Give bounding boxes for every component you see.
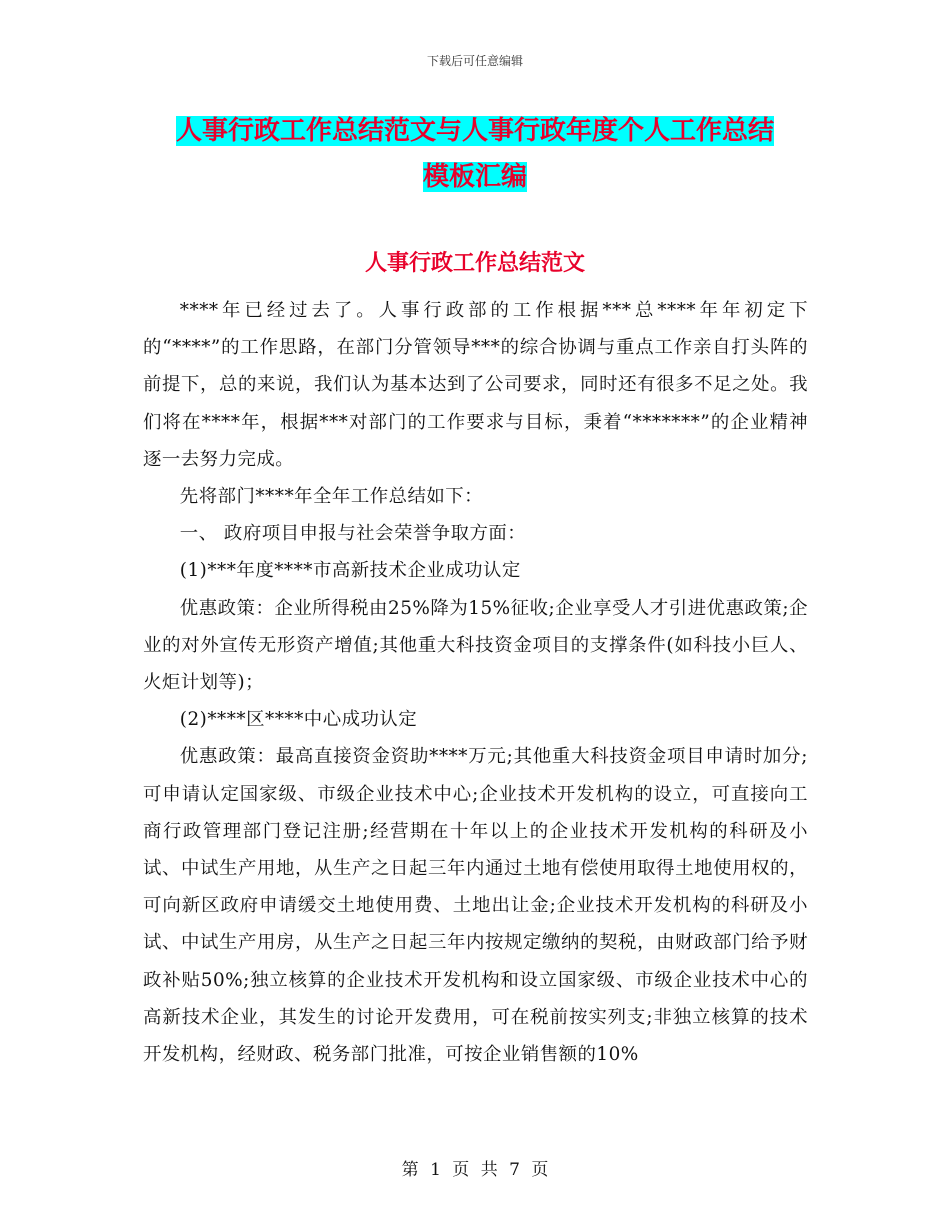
- document-body: [143, 292, 808, 1073]
- document-title-line-2: 模板汇编: [422, 162, 527, 192]
- paragraph-policy-2: 优惠政策：最高直接资金资助****万元;其他重大科技资金项目申请时加分;可申请认定国家级、市级企业技术中心;企业技术开发机构的设立，可直接向工商行政管理部门登记注册;经营期在十年以上的企业技术开发机构的科研及小试、中试生产用地，从生产之日起三年内通过土地有偿使用取得土地使用权的，可向新区政府申请缓交土地使用费、土地出让金;企业技术开发机构的科研及小试、中试生产用房，从生产之日起三年内按规定缴纳的契税，由财政部门给予财政补贴50%;独立核算的企业技术开发机构和设立国家级、市级企业技术中心的高新技术企业，其发生的讨论开发费用，可在税前按实列支;非独立核算的技术开发机构，经财政、税务部门批准，可按企业销售额的10%: [143, 746, 808, 1066]
- subheading-1: (1)***年度****市高新技术企业成功认定: [179, 560, 521, 582]
- document-title: [140, 108, 810, 200]
- section-title: 人事行政工作总结范文: [364, 251, 585, 276]
- paragraph-policy-1: 优惠政策：企业所得税由25%降为15%征收;企业享受人才引进优惠政策;企业的对外宣传无形资产增值;其他重大科技资金项目的支撑条件(如科技小巨人、火炬计划等)；: [143, 597, 808, 694]
- paragraph-intro: ****年已经过去了。人事行政部的工作根据***总****年年初定下的“****”的工作思路，在部门分管领导***的综合协调与重点工作亲自打头阵的前提下，总的来说，我们认为基本达到了公司要求，同时还有很多不足之处。我们将在****年，根据***对部门的工作要求与目标，秉着“*******”的企业精神逐一去努力完成。: [143, 300, 808, 470]
- heading-item-1: 一、 政府项目申报与社会荣誉争取方面：: [179, 523, 527, 545]
- paragraph-summary-lead: 先将部门****年全年工作总结如下：: [179, 486, 484, 508]
- header-note: 下载后可任意编辑: [426, 54, 523, 68]
- page-footer: 第 1 页 共 7 页: [401, 1160, 549, 1180]
- document-title-line-1: 人事行政工作总结范文与人事行政年度个人工作总结: [175, 116, 774, 146]
- subheading-2: (2)****区****中心成功认定: [179, 709, 418, 731]
